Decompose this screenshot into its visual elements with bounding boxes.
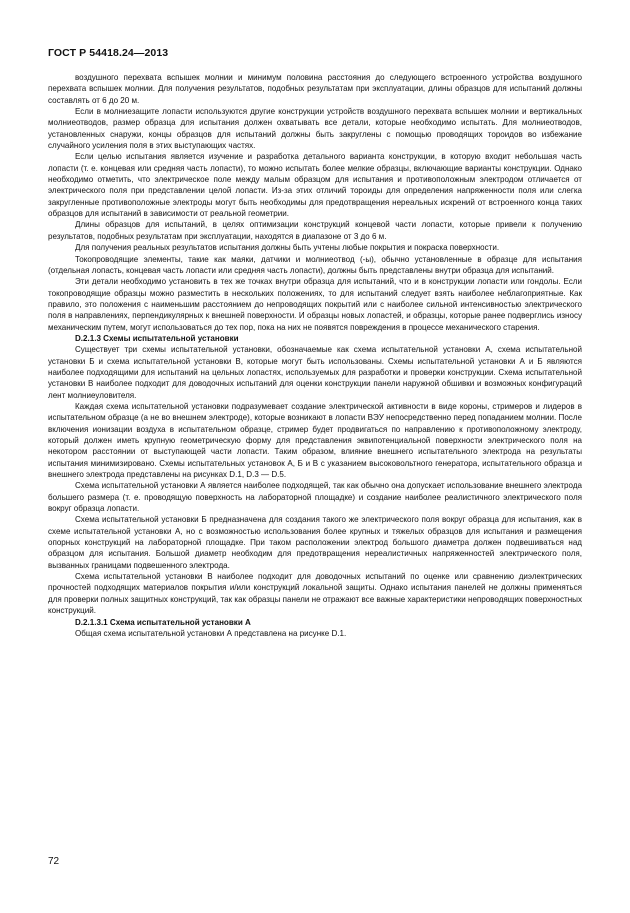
paragraph: Существует три схемы испытательной установки, обозначаемые как схема испытательной установки А, схема испытательной установки Б и схема испытательной установки В, которые могут быть использованы. Схемы испытательной установки А и Б являются наиболее подходящими для испытаний на цельных лопастях, используемых для разработки и проверки конструкции. Схема испытательной установки В наиболее подходит для доводочных испытаний для оценки конструкции панели наружной обшивки и возможных конфигураций лент молниеуловителя. (48, 345, 582, 400)
paragraph: воздушного перехвата вспышек молнии и минимум половина расстояния до следующего встроенного устройства воздушного перехвата вспышек молнии. Для получения результатов, подобных результатам при эксплуатации, длины образцов для испытаний должны составлять от 6 до 20 м. (48, 73, 582, 105)
paragraph: Если в молниезащите лопасти используются другие конструкции устройств воздушного перехвата вспышек молнии и вертикальных молниеотводов, размер образца для испытания должен охватывать все детали, которые необходимо испытать. Для молниеотводов, установленных снаружи, концы образцов для испытаний должны быть закруглены с помощью проводящих тороидов во избежание случайного усиления поля в этих выступающих частях. (48, 107, 582, 151)
paragraph: Каждая схема испытательной установки подразумевает создание электрической активности в виде короны, стримеров и лидеров в испытательном образце (а не во внешнем электроде), которые возникают в лопасти ВЭУ непосредственно перед попаданием молнии. После включения ионизации воздуха в испытательном образце, стример будет продвигаться по направлению к противоположному электроду, который должен иметь крупную геометрическую форму для представления эквипотенциальной поверхности электрического поля на некотором расстоянии от выступающей части лопасти. Таким образом, влияние внешнего испытательного электрода на результаты испытания минимизировано. Схемы испытательных установок А, Б и В с указанием высоковольтного генератора, испытательного образца и внешнего электрода представлены на рисунках D.1, D.3 — D.5. (48, 401, 582, 480)
paragraph: Схема испытательной установки В наиболее подходит для доводочных испытаний по оценке или сравнению диэлектрических прочностей подходящих материалов покрытия и/или конструкций локальной защиты. Однако испытания панелей не должны применяться для проверки полных защитных конструкций, так как образцы панели не отражают все важные характеристики непроводящих поверхностных конструкций. (48, 572, 582, 616)
paragraph: Для получения реальных результатов испытания должны быть учтены любые покрытия и покраска поверхности. (75, 243, 500, 253)
section-heading: D.2.1.3 Схемы испытательной установки (75, 333, 239, 343)
paragraph: Общая схема испытательной установки А представлена на рисунке D.1. (75, 628, 347, 638)
paragraph: Схема испытательной установки А является наиболее подходящей, так как обычно она допускает использование внешнего электрода большего размера (т. е. проводящую поверхность на лабораторной площадке) и создание наиболее реалистичного электрического поля вокруг образца лопасти. (48, 481, 582, 514)
paragraph: Схема испытательной установки Б предназначена для создания такого же электрического поля вокруг образца для испытания, как в схеме испытательной установки А, но с возможностью использования более крупных и тяжелых образцов для испытания и размещения опорных конструкций на лабораторной площадке. При таком расположении электрод большого диаметра должен подвешиваться над образцом для испытания. Большой диаметр необходим для предотвращения нереалистичных напряженностей электрического поля, вызванных границами подвешенного электрода. (48, 515, 582, 570)
paragraph: Эти детали необходимо установить в тех же точках внутри образца для испытаний, что и в конструкции лопасти или гондолы. Если токопроводящие образцы можно разместить в нескольких положениях, то для испытаний следует взять наиболее неблагоприятные. Как правило, это положения с наименьшим расстоянием до непроводящих покрытий или с наиболее сильной интенсивностью электрического поля в направлениях, перпендикулярных к внешней поверхности. И образцы новых лопастей, и образцы, которые ранее подверглись износу механическим путем, могут использоваться до тех пор, пока на них не появятся повреждения в процессе механического старения. (48, 277, 582, 332)
paragraph: Если целью испытания является изучение и разработка детального варианта конструкции, в которую входит небольшая часть лопасти (т. е. концевая или средняя часть лопасти), то можно испытать более мелкие образцы, включающие варианты конструкции. Однако необходимо отметить, что электрическое поле между малым образцом для испытания и противоположным электродом отличается от электрического поля при представлении целой лопасти. Из-за этих отличий тороиды для определения напряженности поля или слегка закругленные противоположные электроды могут быть необходимы для предотвращения нереальных искрений от встроенного конца таких образцов для испытаний в зависимости от реальной геометрии. (48, 152, 582, 219)
paragraph: Токопроводящие элементы, такие как маяки, датчики и молниеотвод (-ы), обычно установленные в образце для испытания (отдельная лопасть, концевая часть лопасти или средняя часть лопасти), должны быть представлены внутри образца для испытаний. (48, 254, 582, 275)
document-body (48, 72, 582, 639)
document-header: ГОСТ Р 54418.24—2013 (48, 47, 169, 59)
page-number: 72 (48, 856, 60, 867)
subsection-heading: D.2.1.3.1 Схема испытательной установки А (75, 617, 251, 627)
paragraph: Длины образцов для испытаний, в целях оптимизации конструкций концевой части лопасти, которые привели к получению результатов, подобных результатам при эксплуатации, находятся в диапазоне от 3 до 6 м. (48, 220, 582, 241)
